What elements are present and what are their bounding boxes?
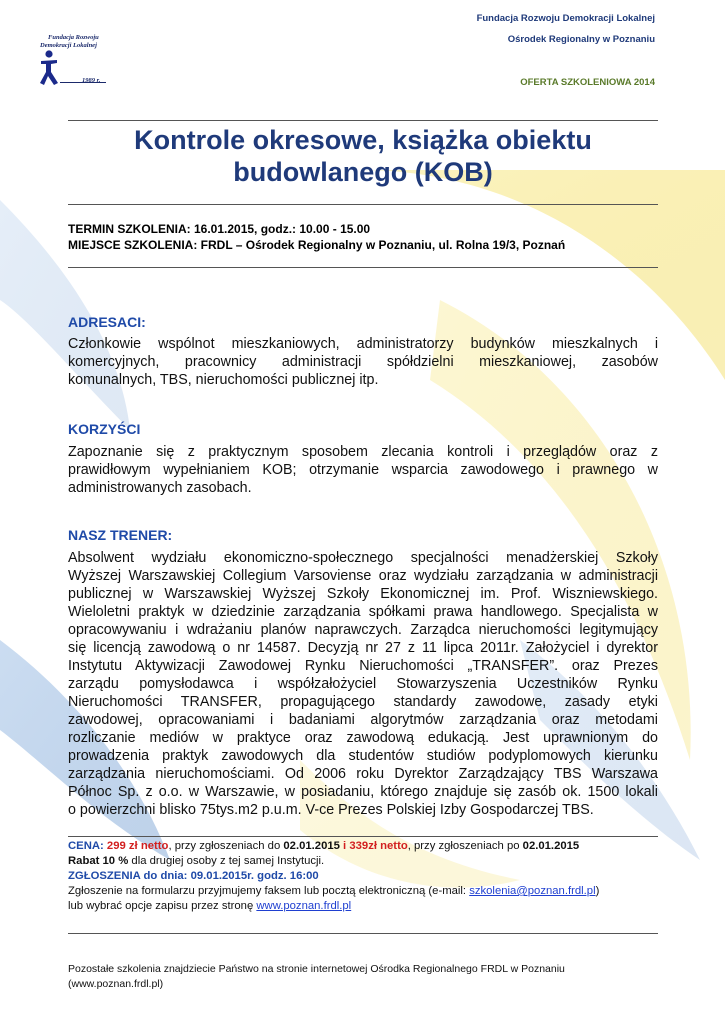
form-text: Zgłoszenie na formularzu przyjmujemy faksem lub pocztą elektroniczną (e-mail:	[68, 885, 470, 897]
adresaci-heading: ADRESACI:	[68, 314, 146, 330]
korzysci-line: prawidłowym wypełnianiem KOB; otrzymanie wsparcia zawodowego i prawnego w	[68, 462, 658, 478]
divider-footer	[68, 933, 658, 934]
email-link[interactable]: szkolenia@poznan.frdl.pl	[469, 885, 596, 897]
trener-line: zarządu pomysłodawca i współzałożyciel Stowarzyszenia Uczestników Rynku	[68, 676, 658, 692]
footer-line1: Pozostałe szkolenia znajdziecie Państwo na stronie internetowej Ośrodka Regionalnego FRDL w Poznaniu	[68, 963, 565, 975]
adresaci-line: Członkowie wspólnot mieszkaniowych, administratorzy budynków mieszkalnych i	[68, 336, 658, 352]
korzysci-text	[68, 443, 658, 497]
divider-pricing	[68, 836, 658, 837]
page-title	[68, 124, 658, 188]
logo-year: 1989 r.	[82, 77, 101, 84]
trener-line: zarządzania nieruchomościami. Od 2006 roku Dyrektor Zarządzający TBS Warszawa	[68, 766, 658, 782]
miejsce-szkolenia: MIEJSCE SZKOLENIA: FRDL – Ośrodek Regionalny w Poznaniu, ul. Rolna 19/3, Poznań	[68, 238, 566, 252]
korzysci-line: Zapoznanie się z praktycznym sposobem zlecania kontroli i przeglądów oraz z	[68, 444, 658, 460]
title-line2: budowlanego (KOB)	[233, 157, 493, 187]
form-line	[68, 884, 658, 899]
trener-line: się licencją zawodową o nr 14587. Decyzją nr 27 z 11 lipca 2011r. Założyciel i dyrektor	[68, 640, 658, 656]
form-close: )	[595, 885, 600, 897]
adresaci-line: komercyjnych, pracownicy administracji spółdzielni mieszkaniowej, zasobów	[68, 354, 658, 370]
www-text: lub wybrać opcje zapisu przez stronę	[68, 900, 257, 912]
trener-line: Wieloletni praktyk w dziedzinie zarządzania spółkami prawa handlowego. Specjalista w	[68, 604, 658, 620]
trener-line: Wyższej Warszawskiej Collegium Varsoviense oraz wydziału zarządzania w administracji	[68, 568, 658, 584]
website-link[interactable]: www.poznan.frdl.pl	[256, 900, 352, 912]
trener-line: o powierzchni blisko 75tys.m2 p.u.m. V-ce Prezes Polskiej Izby Gospodarczej TBS.	[68, 802, 594, 818]
footer-line2: (www.poznan.frdl.pl)	[68, 978, 164, 990]
trener-text	[68, 549, 658, 819]
trener-line: publicznej w Warszawskiej Wyższej Szkoły Ekonomicznej im. Prof. Wiszniewskiego.	[68, 586, 658, 602]
title-line1: Kontrole okresowe, książka obiektu	[134, 125, 592, 155]
logo-line2: Demokracji Lokalnej	[40, 42, 97, 49]
logo-line1: Fundacja Rozwoju	[48, 34, 99, 41]
trener-line: Nieruchomości TRANSFER, propagującego standardy zawodowe, zasady etyki	[68, 694, 658, 710]
price-text1: , przy zgłoszeniach do	[168, 840, 284, 852]
org-name: Fundacja Rozwoju Demokracji Lokalnej	[476, 13, 655, 24]
center-name: Ośrodek Regionalny w Poznaniu	[507, 34, 655, 45]
adresaci-text	[68, 335, 658, 389]
trener-line: Instytutu Aktywizacji Zawodowej Rynku Nieruchomości „TRANSFER”. oraz Prezes	[68, 658, 658, 674]
price-date2: 02.01.2015	[522, 840, 580, 852]
rabat-line	[68, 854, 658, 869]
offer-label: OFERTA SZKOLENIOWA 2014	[520, 77, 655, 88]
price-line	[68, 839, 658, 854]
trener-line: prowadzenia praktyk zawodowych dla studentów studiów podyplomowych kierunku	[68, 748, 658, 764]
trener-line: Absolwent wydziału ekonomiczno-społecznego specjalności menadżerskiej Szkoły	[68, 550, 658, 566]
cena-label: CENA:	[68, 840, 104, 852]
price-late: 339zł netto	[349, 840, 408, 852]
person-figure-icon	[38, 50, 62, 88]
footer	[68, 962, 658, 992]
trener-line: Północ Sp. z o.o. w Warszawie, w posiadaniu, którego znajduje się zasób ok. 1500 lokali	[68, 784, 658, 800]
trener-line: rozliczanie mediów w praktyce oraz zawodową edukacją. Jest uprawnionym do	[68, 730, 658, 746]
korzysci-heading: KORZYŚCI	[68, 421, 141, 437]
pricing-block	[68, 839, 658, 914]
divider-title	[68, 204, 658, 205]
www-line	[68, 899, 658, 914]
trener-line: zawodowej, opracowaniami i badaniami algorytmów zarządzania oraz metodami	[68, 712, 658, 728]
korzysci-line: administrowanych zasobach.	[68, 480, 252, 496]
price-text2: , przy zgłoszeniach po	[407, 840, 523, 852]
divider-info	[68, 267, 658, 268]
trener-line: opracowywaniu i wdrażaniu planów naprawczych. Zarządca nieruchomości legitymujący	[68, 622, 658, 638]
rabat-text: dla drugiej osoby z tej samej Instytucji.	[128, 855, 325, 867]
zgloszenia-deadline: ZGŁOSZENIA do dnia: 09.01.2015r. godz. 16:00	[68, 870, 319, 882]
frdl-logo	[36, 34, 110, 92]
trener-heading: NASZ TRENER:	[68, 527, 173, 543]
adresaci-line: komunalnych, TBS, nieruchomości publicznej itp.	[68, 372, 379, 388]
divider-top	[68, 120, 658, 121]
price-early: 299 zł netto	[106, 840, 169, 852]
price-date1: 02.01.2015	[283, 840, 340, 852]
price-sep: i	[339, 840, 350, 852]
termin-szkolenia: TERMIN SZKOLENIA: 16.01.2015, godz.: 10.00 - 15.00	[68, 222, 371, 236]
rabat-bold: Rabat 10 %	[68, 855, 129, 867]
